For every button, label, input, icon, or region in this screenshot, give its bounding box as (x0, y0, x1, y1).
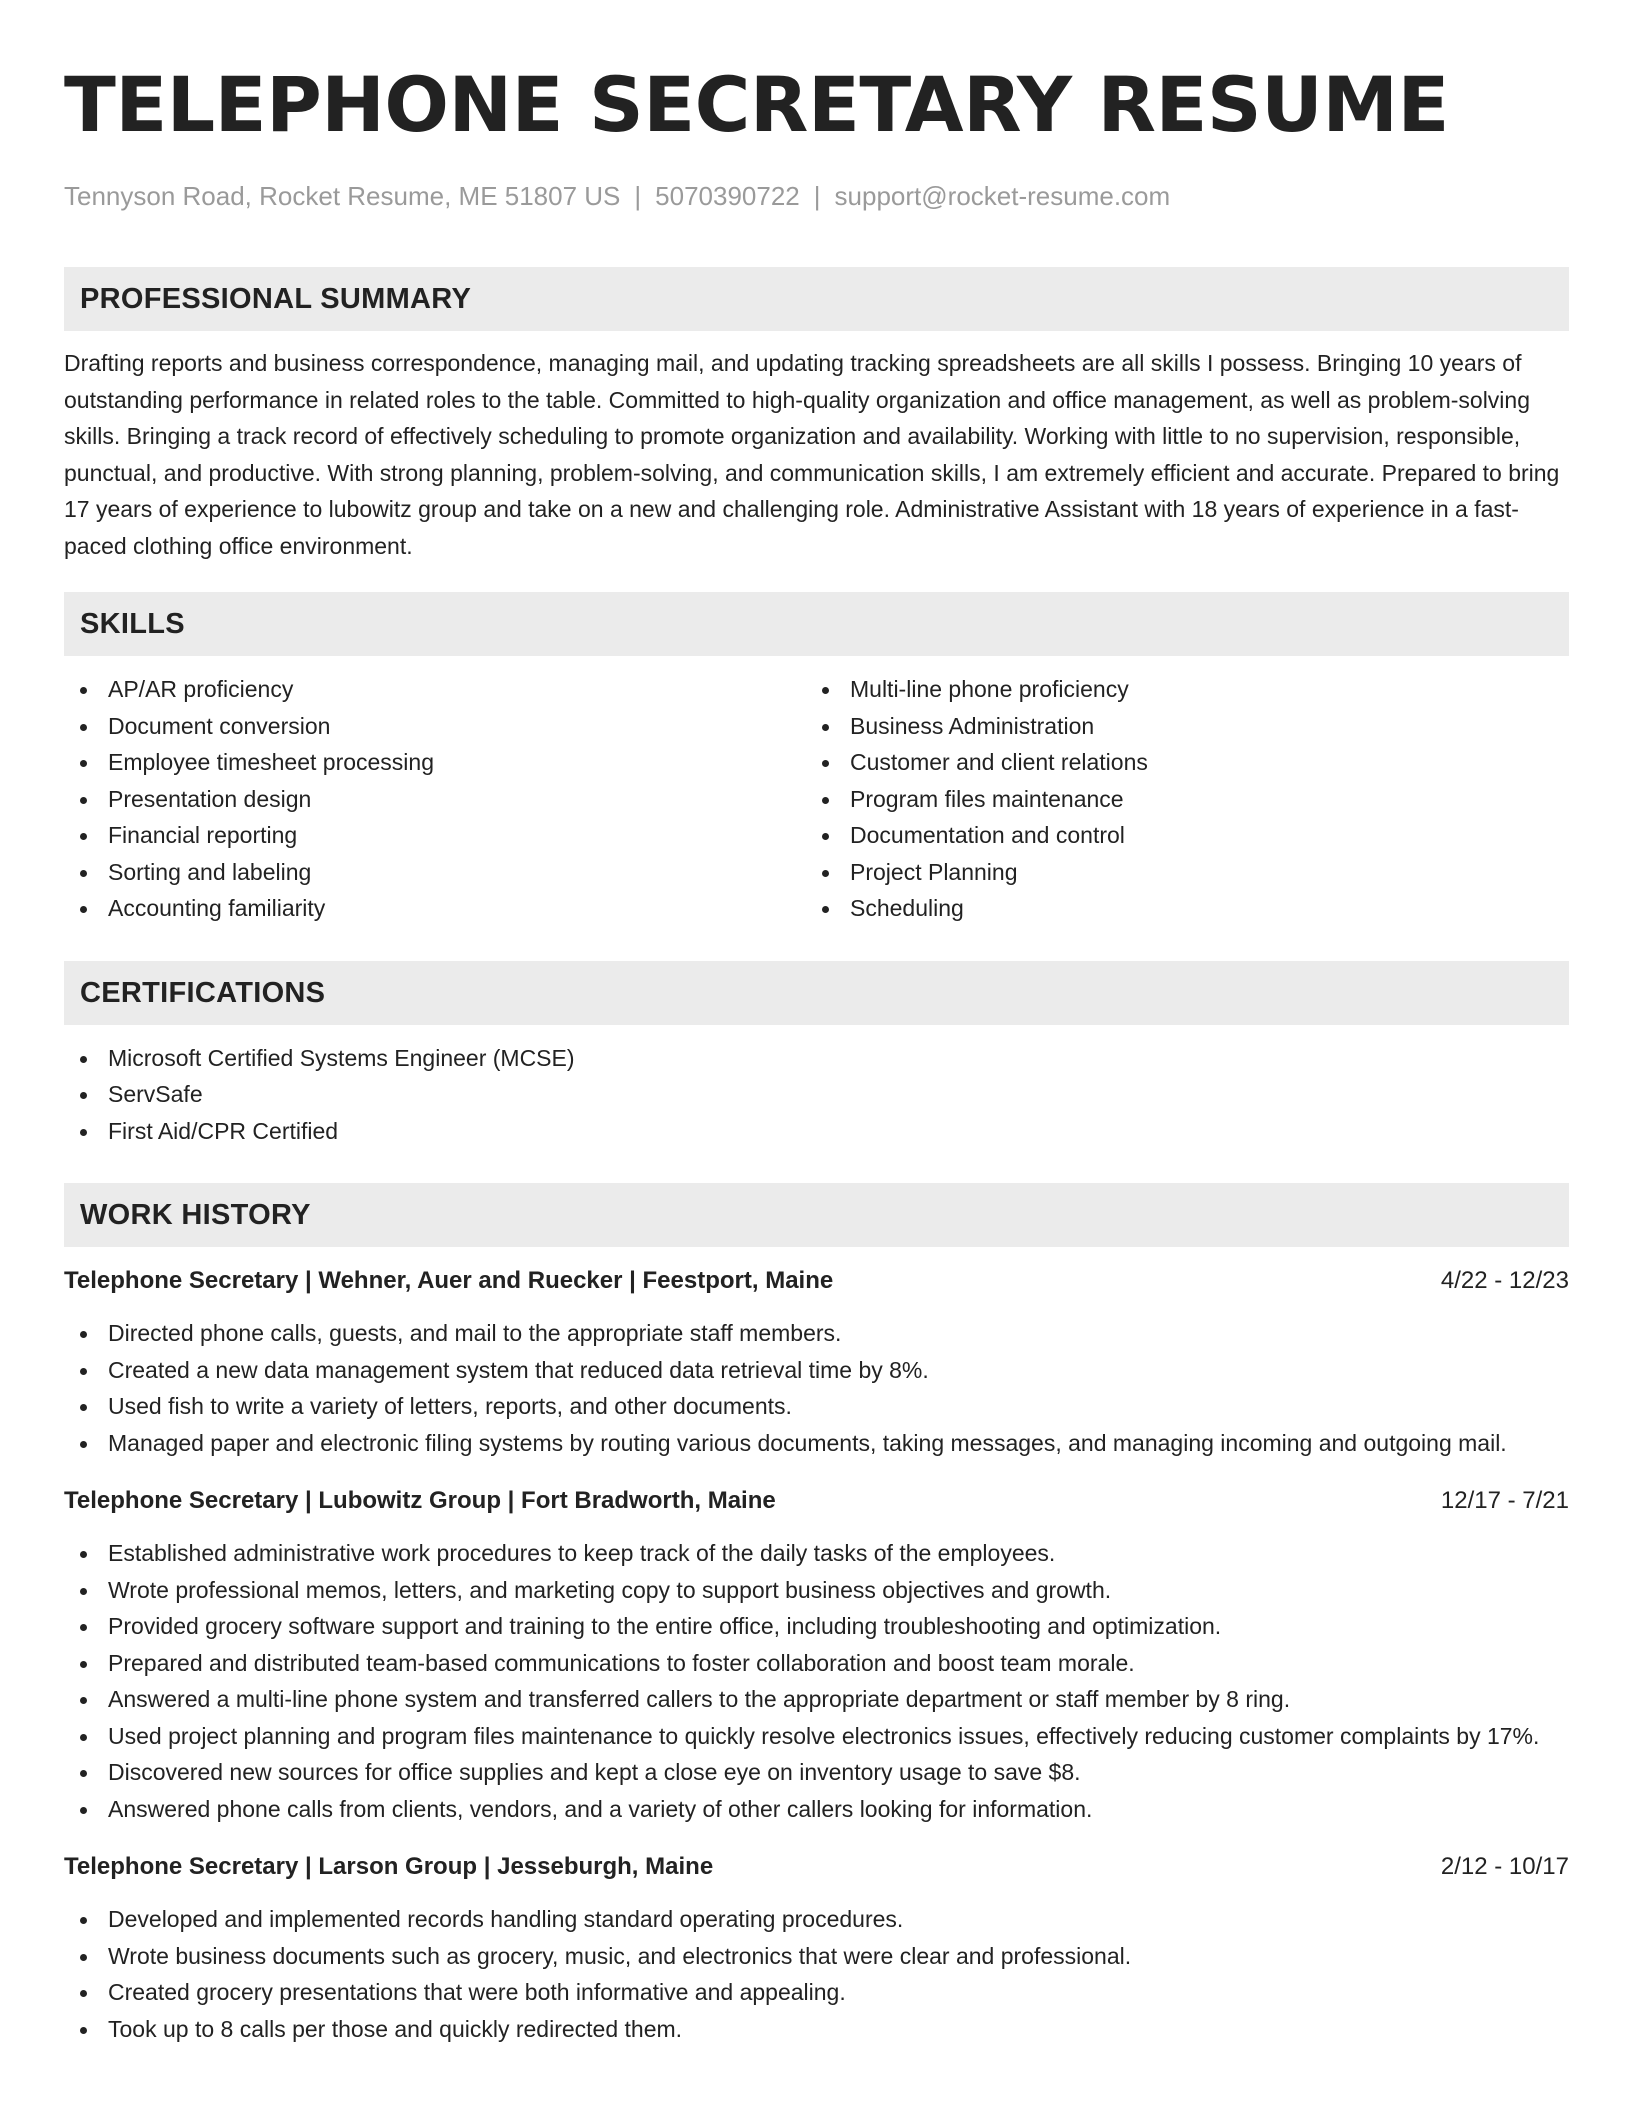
job-entry (64, 1849, 1569, 2047)
job-bullets (64, 1315, 1569, 1461)
certification-item: Microsoft Certified Systems Engineer (MCSE) (64, 1040, 1569, 1077)
skill-item: Financial reporting (64, 817, 806, 854)
skill-item: AP/AR proficiency (64, 671, 806, 708)
skill-item: Accounting familiarity (64, 890, 806, 927)
summary-heading: PROFESSIONAL SUMMARY (64, 267, 1569, 331)
skill-item: Presentation design (64, 781, 806, 818)
skill-item: Scheduling (806, 890, 1569, 927)
skill-item: Multi-line phone proficiency (806, 671, 1569, 708)
skills-list-right (806, 671, 1569, 927)
job-bullet: Created grocery presentations that were both informative and appealing. (64, 1974, 1569, 2011)
job-bullet: Developed and implemented records handling standard operating procedures. (64, 1901, 1569, 1938)
skills-list-left (64, 671, 806, 927)
job-dates: 12/17 - 7/21 (1440, 1487, 1569, 1514)
resume-page (64, 50, 1569, 2047)
contact-phone: 5070390722 (655, 181, 800, 211)
job-bullet: Created a new data management system that reduced data retrieval time by 8%. (64, 1352, 1569, 1389)
job-bullet: Wrote business documents such as grocery, music, and electronics that were clear and professional. (64, 1938, 1569, 1975)
skill-item: Customer and client relations (806, 744, 1569, 781)
job-entry (64, 1483, 1569, 1827)
contact-email: support@rocket-resume.com (834, 181, 1171, 211)
job-bullet: Established administrative work procedures to keep track of the daily tasks of the employees. (64, 1535, 1569, 1572)
skill-item: Sorting and labeling (64, 854, 806, 891)
job-bullet: Provided grocery software support and training to the entire office, including troubleshooting and optimization. (64, 1608, 1569, 1645)
skill-item: Document conversion (64, 708, 806, 745)
job-bullets (64, 1535, 1569, 1827)
job-bullet: Discovered new sources for office supplies and kept a close eye on inventory usage to save $8. (64, 1754, 1569, 1791)
summary-text: Drafting reports and business correspondence, managing mail, and updating tracking spreadsheets are all skills I possess. Bringing 10 years of outstanding performance in related roles to the table. Committed to high-quality organization and office management, as well as problem-solving skills. Bringing a track record of effectively scheduling to promote organization and availability. Working with little to no supervision, responsible, punctual, and productive. With strong planning, problem-solving, and communication skills, I am extremely efficient and accurate. Prepared to bring 17 years of experience to lubowitz group and take on a new and challenging role. Administrative Assistant with 18 years of experience in a fast-paced clothing office environment. (64, 350, 1560, 559)
job-bullet: Prepared and distributed team-based communications to foster collaboration and boost team morale. (64, 1645, 1569, 1682)
job-bullet: Wrote professional memos, letters, and marketing copy to support business objectives and growth. (64, 1572, 1569, 1609)
job-bullet: Used fish to write a variety of letters, reports, and other documents. (64, 1388, 1569, 1425)
resume-title: TELEPHONE SECRETARY RESUME (64, 60, 1449, 149)
certification-item: First Aid/CPR Certified (64, 1113, 1569, 1150)
contact-separator: | (634, 181, 642, 211)
job-title: Telephone Secretary | Wehner, Auer and Ruecker | Feestport, Maine (64, 1267, 834, 1294)
skill-item: Project Planning (806, 854, 1569, 891)
job-bullet: Directed phone calls, guests, and mail to the appropriate staff members. (64, 1315, 1569, 1352)
work-history-heading: WORK HISTORY (64, 1183, 1569, 1247)
job-bullets (64, 1901, 1569, 2047)
job-title: Telephone Secretary | Lubowitz Group | Fort Bradworth, Maine (64, 1487, 776, 1514)
skill-item: Documentation and control (806, 817, 1569, 854)
certification-item: ServSafe (64, 1076, 1569, 1113)
job-header (64, 1263, 1569, 1299)
contact-separator: | (813, 181, 821, 211)
job-entry (64, 1263, 1569, 1461)
skill-item: Business Administration (806, 708, 1569, 745)
skill-item: Program files maintenance (806, 781, 1569, 818)
skills-heading: SKILLS (64, 592, 1569, 656)
contact-address: Tennyson Road, Rocket Resume, ME 51807 US (64, 181, 621, 211)
job-dates: 4/22 - 12/23 (1440, 1267, 1569, 1294)
contact-line (64, 180, 1569, 212)
job-title: Telephone Secretary | Larson Group | Jesseburgh, Maine (64, 1853, 714, 1880)
certifications-list (64, 1040, 1569, 1150)
job-header (64, 1483, 1569, 1519)
skills-grid (64, 671, 1569, 927)
certifications-heading: CERTIFICATIONS (64, 961, 1569, 1025)
job-bullet: Used project planning and program files maintenance to quickly resolve electronics issues, effectively reducing customer complaints by 17%. (64, 1718, 1569, 1755)
skill-item: Employee timesheet processing (64, 744, 806, 781)
job-bullet: Managed paper and electronic filing systems by routing various documents, taking messages, and managing incoming and outgoing mail. (64, 1425, 1569, 1462)
job-bullet: Answered a multi-line phone system and transferred callers to the appropriate department or staff member by 8 ring. (64, 1681, 1569, 1718)
job-dates: 2/12 - 10/17 (1440, 1853, 1569, 1880)
job-header (64, 1849, 1569, 1885)
job-bullet: Took up to 8 calls per those and quickly redirected them. (64, 2011, 1569, 2048)
job-bullet: Answered phone calls from clients, vendors, and a variety of other callers looking for information. (64, 1791, 1569, 1828)
